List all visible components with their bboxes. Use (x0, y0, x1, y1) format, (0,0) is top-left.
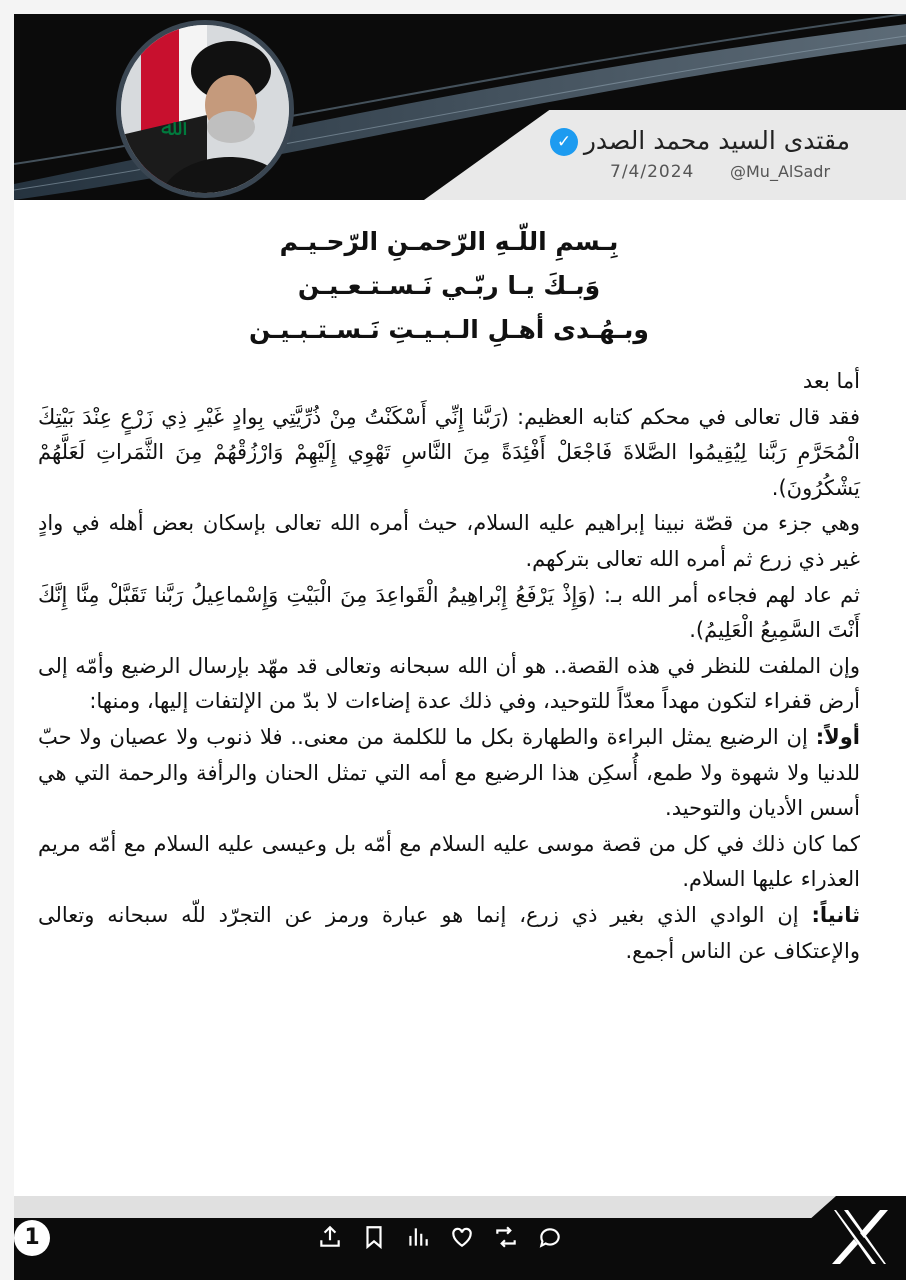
point-label: ثانياً: (811, 902, 860, 927)
paragraph (38, 898, 860, 969)
paragraph (38, 720, 860, 827)
views-icon[interactable] (404, 1223, 432, 1251)
verified-badge-icon: ✓ (550, 128, 578, 156)
avatar-portrait-icon (121, 25, 289, 193)
basmala-block (38, 220, 860, 352)
bookmark-icon[interactable] (360, 1223, 388, 1251)
user-handle[interactable]: @Mu_AlSadr (730, 162, 831, 181)
point-text: إن الرضيع يمثل البراءة والطهارة بكل ما للكلمة من معنى.. فلا ذنوب ولا عصيان ولا حبّ للدنيا ولا شهوة ولا طمع، أُسكِن هذا الرضيع مع أمه التي تمثل الحنان والرأفة والرحمة التي هي أسس الأديان والتوحيد. (38, 724, 860, 821)
post-text (38, 364, 860, 969)
post-body (38, 214, 860, 969)
repost-icon[interactable] (492, 1223, 520, 1251)
bottom-divider (14, 1196, 836, 1218)
paragraph: ثم عاد لهم فجاءه أمر الله بـ: (وَإِذْ يَرْفَعُ إِبْراهِيمُ الْقَواعِدَ مِنَ الْبَيْتِ وَإِسْماعِيلُ رَبَّنا تَقَبَّلْ مِنَّا إِنَّكَ أَنْتَ السَّمِيعُ الْعَلِيمُ). (38, 582, 860, 643)
post-header (14, 14, 906, 200)
display-name[interactable]: مقتدى السيد محمد الصدر (583, 126, 850, 155)
post-date: 7/4/2024 (610, 162, 695, 182)
post-card (14, 14, 906, 1280)
greeting: أما بعد (802, 369, 860, 393)
basmala-line: وَبـكَ يـا ربّـي نَـسـتـعـيـن (297, 271, 601, 300)
x-logo-icon (828, 1208, 892, 1266)
point-text: إن الوادي الذي بغير ذي زرع، إنما هو عبارة ورمز عن التجرّد للّه سبحانه وتعالى والإعتكاف عن الناس أجمع. (38, 902, 860, 963)
page-number: 1 (14, 1220, 50, 1256)
avatar[interactable] (116, 20, 294, 198)
svg-text:ﷲ: ﷲ (161, 116, 174, 141)
paragraph: وهي جزء من قصّة نبينا إبراهيم عليه السلام، حيث أمره الله تعالى بإسكان بعض أهله في وادٍ غير ذي زرع ثم أمره الله تعالى بتركهم. (38, 511, 860, 571)
basmala-line: بِـسمِ اللّـهِ الرّحمـنِ الرّحـيـم (279, 227, 619, 256)
reply-icon[interactable] (536, 1223, 564, 1251)
paragraph: كما كان ذلك في كل من قصة موسى عليه السلام مع أمّه بل وعيسى عليه السلام مع أمّه مريم العذراء عليها السلام. (38, 831, 860, 892)
paragraph: وإن الملفت للنظر في هذه القصة.. هو أن الله سبحانه وتعالى قد مهّد بإرسال الرضيع وأمّه إلى أرض قفراء لتكون مهداً معدّاً للتوحيد، وفي ذلك عدة إضاءات لا بدّ من الإلتفات إليها، ومنها: (38, 653, 860, 714)
share-icon[interactable] (316, 1223, 344, 1251)
action-bar (316, 1222, 564, 1252)
point-label: أولاً: (815, 724, 860, 749)
paragraph: فقد قال تعالى في محكم كتابه العظيم: (رَبَّنا إِنِّي أَسْكَنْتُ مِنْ ذُرِّيَّتِي بِوادٍ غَيْرِ ذِي زَرْعٍ عِنْدَ بَيْتِكَ الْمُحَرَّمِ رَبَّنا لِيُقِيمُوا الصَّلاةَ فَاجْعَلْ أَفْئِدَةً مِنَ النَّاسِ تَهْوِي إِلَيْهِمْ وَارْزُقْهُمْ مِنَ الثَّمَراتِ لَعَلَّهُمْ يَشْكُرُونَ). (38, 404, 860, 500)
basmala-line: وبـهُـدى أهـلِ الـبـيـتِ نَـسـتـبـيـن (249, 315, 649, 344)
like-icon[interactable] (448, 1223, 476, 1251)
